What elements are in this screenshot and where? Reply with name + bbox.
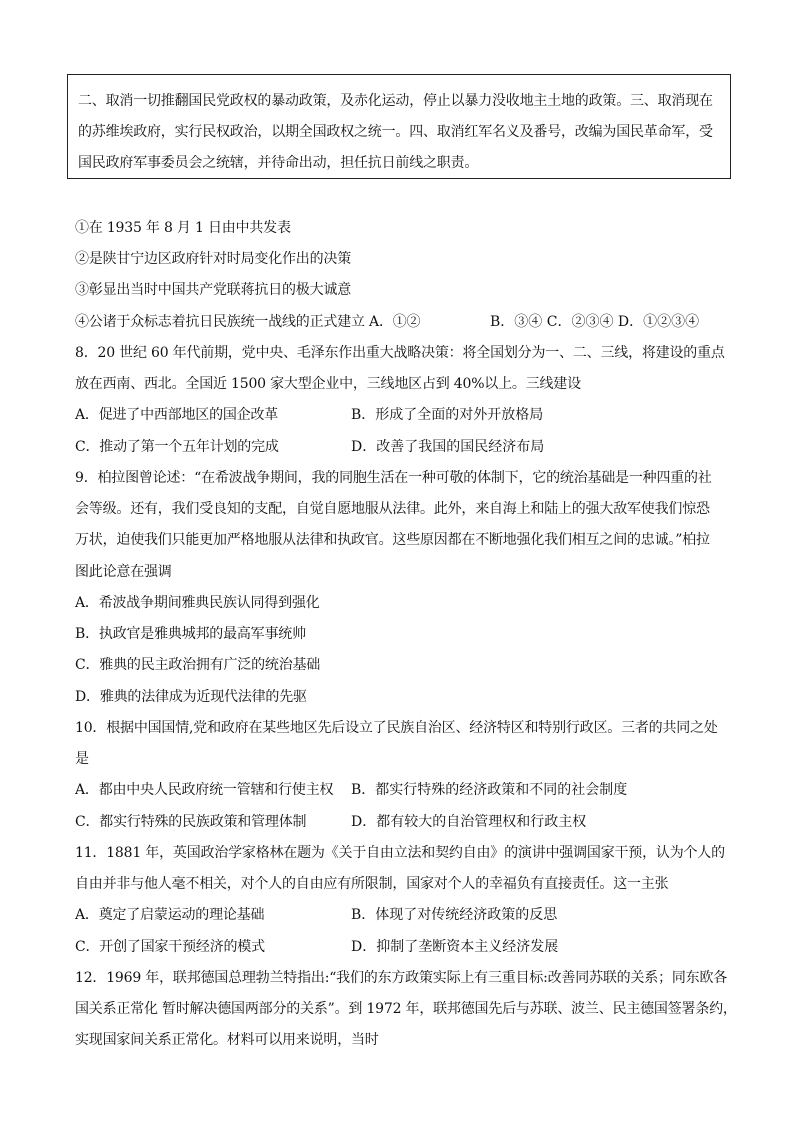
q9-option-d: D．雅典的法律成为近现代法律的先驱 [75, 689, 307, 705]
q7-statement-4: ④公诸于众标志着抗日民族统一战线的正式建立 A．①② [75, 314, 421, 330]
q12-stem: 实现国家间关系正常化。材料可以用来说明，当时 [75, 1032, 379, 1048]
q8-option-d: D．改善了我国的国民经济布局 [351, 439, 545, 455]
q10-option-a: A．都由中央人民政府统一管辖和行使主权 [75, 782, 334, 798]
q11-option-d: D．抑制了垄断资本主义经济发展 [351, 939, 559, 955]
q9-stem: 9．柏拉图曾论述：“在希波战争期间，我的同胞生活在一种可敬的体制下，它的统治基础是一种四重的社 [75, 470, 712, 486]
q11-option-a: A．奠定了启蒙运动的理论基础 [75, 907, 265, 923]
q10-stem: 是 [75, 751, 89, 767]
q12-stem: 12．1969 年，联邦德国总理勃兰特指出:“我们的东方政策实际上有三重目标:改善同苏联的关系；同东欧各 [75, 970, 728, 986]
q10-option-c: C．都实行特殊的民族政策和管理体制 [75, 814, 307, 830]
q9-option-a: A．希波战争期间雅典民族认同得到强化 [75, 595, 320, 611]
q7-statement-2: ②是陕甘宁边区政府针对时局变化作出的决策 [75, 251, 351, 267]
q11-stem: 自由并非与他人毫不相关，对个人的自由应有所限制，国家对个人的幸福负有直接责任。这一主张 [75, 876, 669, 892]
q8-option-c: C．推动了第一个五年计划的完成 [75, 439, 279, 455]
q8-option-b: B．形成了全面的对外开放格局 [351, 407, 544, 423]
q7-options: B．③④ C．②③④ D．①②③④ [490, 314, 700, 330]
material-line: 的苏维埃政府，实行民权政治，以期全国政权之统一。四、取消红军名义及番号，改编为国民革命军，受 [78, 124, 713, 140]
q8-option-a: A．促进了中西部地区的国企改革 [75, 407, 279, 423]
material-line: 国民政府军事委员会之统辖，并待命出动，担任抗日前线之职责。 [78, 155, 479, 171]
q11-option-b: B．体现了对传统经济政策的反思 [351, 907, 558, 923]
q11-stem: 11．1881 年，英国政治学家格林在题为《关于自由立法和契约自由》的演讲中强调国家干预，认为个人的 [75, 845, 725, 861]
q9-stem: 万状，迫使我们只能更加严格地服从法律和执政官。这些原因都在不断地强化我们相互之间的忠诚。”柏拉 [75, 532, 710, 548]
q10-option-d: D．都有较大的自治管理权和行政主权 [351, 814, 587, 830]
q9-option-b: B．执政官是雅典城邦的最高军事统帅 [75, 626, 306, 642]
q8-stem: 放在西南、西北。全国近 1500 家大型企业中，三线地区占到 40%以上。三线建设 [75, 376, 581, 392]
q7-statement-3: ③彰显出当时中国共产党联蒋抗日的极大诚意 [75, 282, 351, 298]
q12-stem: 国关系正常化 暂时解决德国两部分的关系”。到 1972 年，联邦德国先后与苏联、波兰、民主德国签署条约， [75, 1001, 737, 1017]
q9-option-c: C．雅典的民主政治拥有广泛的统治基础 [75, 657, 321, 673]
material-line: 二、取消一切推翻国民党政权的暴动政策，及赤化运动，停止以暴力没收地主土地的政策。三、取消现在 [78, 93, 713, 109]
q11-option-c: C．开创了国家干预经济的模式 [75, 939, 265, 955]
material-box [67, 74, 731, 179]
q8-stem: 8．20 世纪 60 年代前期，党中央、毛泽东作出重大战略决策：将全国划分为一、二、三线，将建设的重点 [75, 345, 725, 361]
q9-stem: 会等级。还有，我们受良知的支配，自觉自愿地服从法律。此外，来自海上和陆上的强大敌军使我们惊恐 [75, 501, 710, 517]
q10-stem: 10．根据中国国情,党和政府在某些地区先后设立了民族自治区、经济特区和特别行政区。三者的共同之处 [75, 720, 718, 736]
q10-option-b: B．都实行特殊的经济政策和不同的社会制度 [351, 782, 628, 798]
q9-stem: 图此论意在强调 [75, 564, 172, 580]
q7-statement-1: ①在 1935 年 8 月 1 日由中共发表 [75, 220, 291, 236]
